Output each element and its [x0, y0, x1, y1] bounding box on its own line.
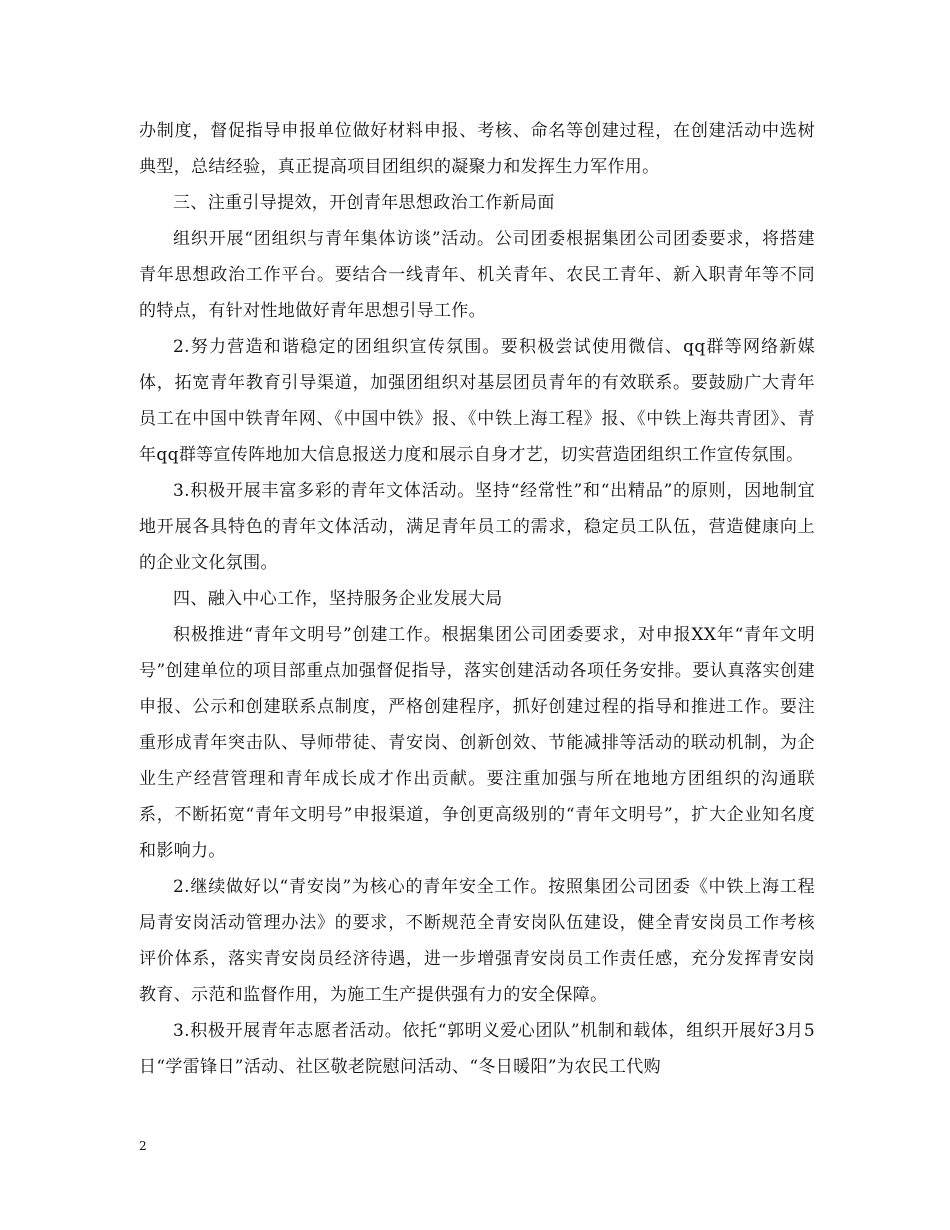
paragraph-intro-continued: 办制度，督促指导申报单位做好材料申报、考核、命名等创建过程，在创建活动中选树典型，总结经验，真正提高项目团组织的凝聚力和发挥生力军作用。: [139, 121, 815, 177]
section-four-heading: 四、融入中心工作，坚持服务企业发展大局: [173, 589, 503, 609]
paragraph-volunteer-activities: 3.积极开展青年志愿者活动。依托“郭明义爱心团队”机制和载体，组织开展好3月5日“学雷锋日”活动、社区敬老院慰问活动、“冬日暖阳”为农民工代购: [139, 1021, 815, 1077]
paragraph-publicity-atmosphere: 2.努力营造和谐稳定的团组织宣传氛围。要积极尝试使用微信、qq群等网络新媒体，拓宽青年教育引导渠道，加强团组织对基层团员青年的有效联系。要鼓励广大青年员工在中国中铁青年网、《中国中铁》报、《中铁上海工程》报、《中铁上海共青团》、青年qq群等宣传阵地加大信息报送力度和展示自身才艺，切实营造团组织工作宣传氛围。: [139, 337, 815, 465]
paragraph-safety-work: 2.继续做好以“青安岗”为核心的青年安全工作。按照集团公司团委《中铁上海工程局青安岗活动管理办法》的要求，不断规范全青安岗队伍建设，健全青安岗员工作考核评价体系，落实青安岗员经济待遇，进一步增强青安岗员工作责任感，充分发挥青安岗教育、示范和监督作用，为施工生产提供强有力的安全保障。: [139, 877, 815, 1005]
document-body: [139, 113, 815, 1085]
paragraph-youth-interview: 组织开展“团组织与青年集体访谈”活动。公司团委根据集团公司团委要求，将搭建青年思想政治工作平台。要结合一线青年、机关青年、农民工青年、新入职青年等不同的特点，有针对性地做好青年思想引导工作。: [139, 229, 815, 321]
section-three-heading: 三、注重引导提效，开创青年思想政治工作新局面: [173, 193, 555, 213]
page-number: 2: [139, 1139, 147, 1153]
paragraph-youth-civilization: 积极推进“青年文明号”创建工作。根据集团公司团委要求，对申报XX年“青年文明号”创建单位的项目部重点加强督促指导，落实创建活动各项任务安排。要认真落实创建申报、公示和创建联系点制度，严格创建程序，抓好创建过程的指导和推进工作。要注重形成青年突击队、导师带徒、青安岗、创新创效、节能减排等活动的联动机制，为企业生产经营管理和青年成长成才作出贡献。要注重加强与所在地地方团组织的沟通联系，不断拓宽“青年文明号”申报渠道，争创更高级别的“青年文明号”，扩大企业知名度和影响力。: [139, 625, 815, 861]
paragraph-cultural-activities: 3.积极开展丰富多彩的青年文体活动。坚持“经常性”和“出精品”的原则，因地制宜地开展各具特色的青年文体活动，满足青年员工的需求，稳定员工队伍，营造健康向上的企业文化氛围。: [139, 481, 815, 573]
